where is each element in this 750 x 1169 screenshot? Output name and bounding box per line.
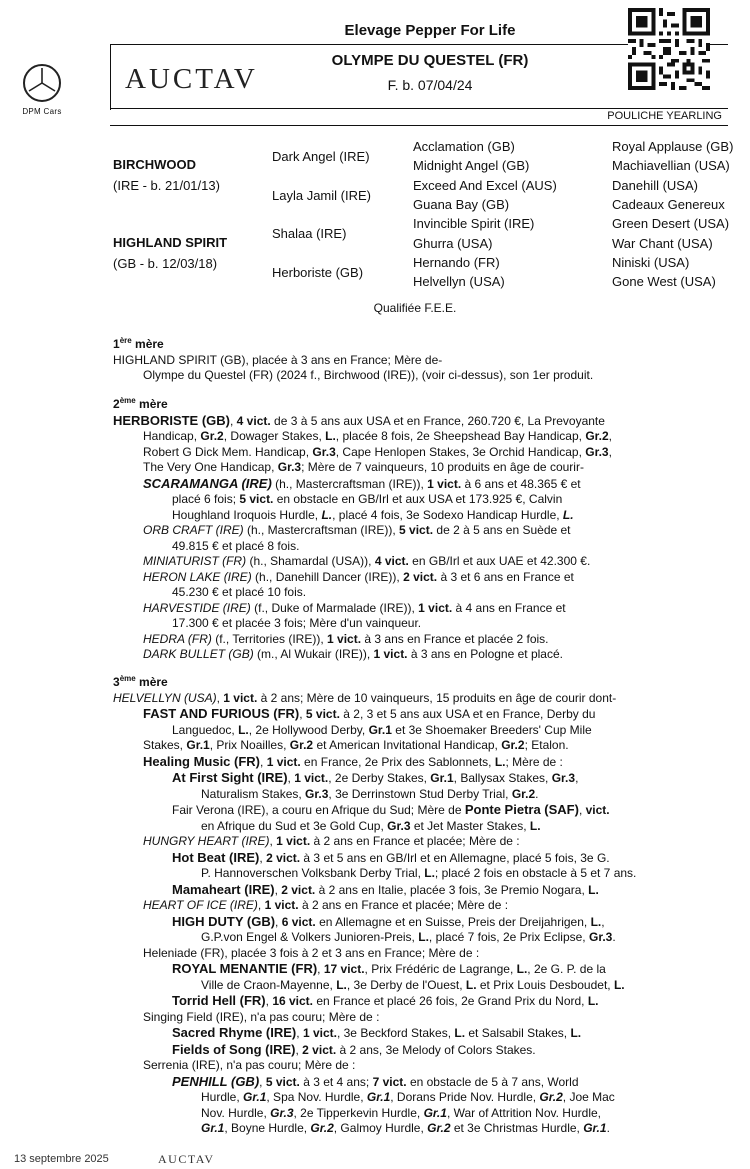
produit-item: Hot Beat (IRE), 2 vict. à 3 et 5 ans en GB/Irl et en Allemagne, placé 5 fois, 3e G. (172, 849, 610, 865)
produit-item: Singing Field (IRE), n'a pas couru; Mère de : (143, 1009, 380, 1024)
gen3-ancestor: Acclamation (GB) (413, 139, 515, 154)
mere3-section (113, 671, 723, 1137)
produit-item: 49.815 € et placé 8 fois. (172, 538, 300, 553)
produit-item: Hurdle, Gr.1, Spa Nov. Hurdle, Gr.1, Dorans Pride Nov. Hurdle, Gr.2, Joe Mac (201, 1090, 615, 1104)
produit-item: G.P.von Engel & Volkers Junioren-Preis, L., placé 7 fois, 2e Prix Eclipse, Gr.3. (201, 930, 616, 944)
produit-item: Mamaheart (IRE), 2 vict. à 2 ans en Italie, placée 3 fois, 3e Premio Nogara, L. (172, 881, 599, 897)
gen3-ancestor: Midnight Angel (GB) (413, 158, 530, 173)
mere1-section (113, 333, 723, 384)
produit-item: 45.230 € et placé 10 fois. (172, 585, 307, 599)
produit-item: ORB CRAFT (IRE) (h., Mastercraftsman (IRE)), 5 vict. de 2 à 5 ans en Suède et (143, 523, 571, 537)
gen3-ancestor: Guana Bay (GB) (413, 197, 510, 212)
gen3-ancestor: Invincible Spirit (IRE) (413, 216, 535, 231)
produit-item: HARVESTIDE (IRE) (f., Duke of Marmalade (IRE)), 1 vict. à 4 ans en France et (143, 600, 566, 615)
partner-label: DPM Cars (22, 107, 62, 116)
horse-name: OLYMPE DU QUESTEL (FR) (331, 52, 529, 69)
gen2-ancestor: Herboriste (GB) (272, 265, 364, 280)
brand-logo: AUCTAV (125, 63, 258, 95)
qr-code-icon (628, 8, 710, 90)
sponsor-title: Elevage Pepper For Life (344, 22, 516, 39)
footer-date: 13 septembre 2025 (14, 1153, 109, 1165)
produit-item: At First Sight (IRE), 1 vict., 2e Derby Stakes, Gr.1, Ballysax Stakes, Gr.3, (172, 770, 579, 785)
produit-item: Healing Music (FR), 1 vict. en France, 2e Prix des Sablonnets, L.; Mère de : (143, 753, 563, 769)
produit-item: 17.300 € et placée 3 fois; Mère d'un vainqueur. (172, 616, 422, 630)
category-label: POULICHE YEARLING (607, 110, 722, 122)
dam-info: (GB - b. 12/03/18) (113, 256, 218, 271)
produit-item: HEART OF ICE (IRE), 1 vict. à 2 ans en France et placée; Mère de : (143, 898, 509, 912)
dpm-cars-logo (20, 64, 64, 116)
produit-item: Sacred Rhyme (IRE), 1 vict., 3e Beckford Stakes, L. et Salsabil Stakes, L. (172, 1025, 582, 1040)
produit-item: Fields of Song (IRE), 2 vict. à 2 ans, 3e Melody of Colors Stakes. (172, 1041, 536, 1057)
sire-name: BIRCHWOOD (113, 157, 197, 172)
gen4-ancestor: Danehill (USA) (612, 178, 698, 193)
produit-item: PENHILL (GB), 5 vict. à 3 et 4 ans; 7 vict. en obstacle de 5 à 7 ans, World (172, 1073, 579, 1089)
produit-item: Languedoc, L., 2e Hollywood Derby, Gr.1 et 3e Shoemaker Breeders' Cup Mile (172, 722, 592, 737)
produit-item: P. Hannoverschen Volksbank Derby Trial, L.; placé 2 fois en obstacle à 5 et 7 ans. (201, 866, 637, 880)
mere1-text: HIGHLAND SPIRIT (GB), placée à 3 ans en France; Mère de- (113, 352, 443, 367)
gen3-ancestor: Exceed And Excel (AUS) (413, 178, 557, 193)
produit-item: Houghland Iroquois Hurdle, L., placé 4 fois, 3e Sodexo Handicap Hurdle, L. (172, 507, 574, 522)
produit-item: Nov. Hurdle, Gr.3, 2e Tipperkevin Hurdle, Gr.1, War of Attrition Nov. Hurdle, (201, 1105, 601, 1120)
gen4-ancestor: Machiavellian (USA) (612, 158, 730, 173)
gen3-ancestor: Ghurra (USA) (413, 236, 493, 251)
mercedes-star-icon (23, 64, 61, 102)
gen4-ancestor: Gone West (USA) (612, 274, 716, 289)
gen4-ancestor: Green Desert (USA) (612, 216, 730, 231)
produit-item: HIGH DUTY (GB), 6 vict. en Allemagne et en Suisse, Preis der Dreijahrigen, L., (172, 913, 605, 929)
produit-item: Stakes, Gr.1, Prix Noailles, Gr.2 et American Invitational Handicap, Gr.2; Etalon. (143, 738, 569, 752)
mere2-text: Handicap, Gr.2, Dowager Stakes, L., placée 8 fois, 2e Sheepshead Bay Handicap, Gr.2, (143, 429, 613, 443)
mere1-text: Olympe du Questel (FR) (2024 f., Birchwood (IRE)), (voir ci-dessus), son 1er produit. (143, 368, 594, 382)
produit-item: en Afrique du Sud et 3e Gold Cup, Gr.3 et Jet Master Stakes, L. (201, 818, 541, 833)
gen2-ancestor: Shalaa (IRE) (272, 226, 347, 241)
produit-item: ROYAL MENANTIE (FR), 17 vict., Prix Frédéric de Lagrange, L., 2e G. P. de la (172, 961, 606, 976)
mere3-text: HELVELLYN (USA), 1 vict. à 2 ans; Mère de 10 vainqueurs, 15 produits en âge de courir dont- (113, 690, 617, 705)
dam-name: HIGHLAND SPIRIT (113, 235, 228, 250)
mere2-title: 2ème mère (113, 396, 168, 411)
produit-item: Serrenia (IRE), n'a pas couru; Mère de : (143, 1058, 356, 1072)
mere2-text: Robert G Dick Mem. Handicap, Gr.3, Cape Henlopen Stakes, 3e Orchid Handicap, Gr.3, (143, 444, 612, 459)
produit-item: Ville de Craon-Mayenne, L., 3e Derby de l'Ouest, L. et Prix Louis Desboudet, L. (201, 977, 625, 992)
gen3-ancestor: Helvellyn (USA) (413, 274, 505, 289)
footer-brand-logo: AUCTAV (158, 1152, 215, 1166)
produit-item: placé 6 fois; 5 vict. en obstacle en GB/Irl et aux USA et 173.925 €, Calvin (172, 492, 563, 506)
qualification: Qualifiée F.E.E. (373, 301, 457, 315)
header-vdivider (110, 44, 111, 110)
produit-item: DARK BULLET (GB) (m., Al Wukair (IRE)), 1 vict. à 3 ans en Pologne et placé. (143, 647, 563, 661)
horse-info: F. b. 07/04/24 (387, 77, 473, 93)
gen4-ancestor: War Chant (USA) (612, 236, 713, 251)
mere2-section (113, 393, 723, 663)
mere1-title: 1ère mère (113, 336, 164, 351)
mere2-text: HERBORISTE (GB), 4 vict. de 3 à 5 ans aux USA et en France, 260.720 €, La Prevoyante (113, 412, 605, 428)
produit-item: Naturalism Stakes, Gr.3, 3e Derrinstown Stud Derby Trial, Gr.2. (201, 786, 539, 801)
mere3-title: 3ème mère (113, 674, 168, 689)
gen2-ancestor: Layla Jamil (IRE) (272, 188, 371, 203)
gen4-ancestor: Royal Applause (GB) (612, 139, 734, 154)
produit-item: HUNGRY HEART (IRE), 1 vict. à 2 ans en France et placée; Mère de : (143, 834, 520, 848)
produit-item: HEDRA (FR) (f., Territories (IRE)), 1 vict. à 3 ans en France et placée 2 fois. (143, 631, 549, 646)
produit-item: MINIATURIST (FR) (h., Shamardal (USA)), 4 vict. en GB/Irl et aux UAE et 42.300 €. (143, 554, 591, 568)
produit-item: Fair Verona (IRE), a couru en Afrique du Sud; Mère de Ponte Pietra (SAF), vict. (172, 802, 610, 817)
produit-item: Gr.1, Boyne Hurdle, Gr.2, Galmoy Hurdle, Gr.2 et 3e Christmas Hurdle, Gr.1. (201, 1121, 610, 1135)
produit-item: FAST AND FURIOUS (FR), 5 vict. à 2, 3 et 5 ans aux USA et en France, Derby du (143, 706, 596, 721)
gen4-ancestor: Niniski (USA) (612, 255, 690, 270)
gen4-ancestor: Cadeaux Genereux (612, 197, 725, 212)
sire-info: (IRE - b. 21/01/13) (113, 178, 220, 193)
produit-item: SCARAMANGA (IRE) (h., Mastercraftsman (IRE)), 1 vict. à 6 ans et 48.365 € et (143, 475, 581, 491)
gen3-ancestor: Hernando (FR) (413, 255, 500, 270)
produit-item: Heleniade (FR), placée 3 fois à 2 et 3 ans en France; Mère de : (143, 945, 480, 960)
mere2-text: The Very One Handicap, Gr.3; Mère de 7 vainqueurs, 10 produits en âge de courir- (143, 460, 584, 474)
produit-item: Torrid Hell (FR), 16 vict. en France et placé 26 fois, 2e Grand Prix du Nord, L. (172, 993, 599, 1008)
produit-item: HERON LAKE (IRE) (h., Danehill Dancer (IRE)), 2 vict. à 3 et 6 ans en France et (143, 569, 574, 584)
gen2-ancestor: Dark Angel (IRE) (272, 149, 370, 164)
